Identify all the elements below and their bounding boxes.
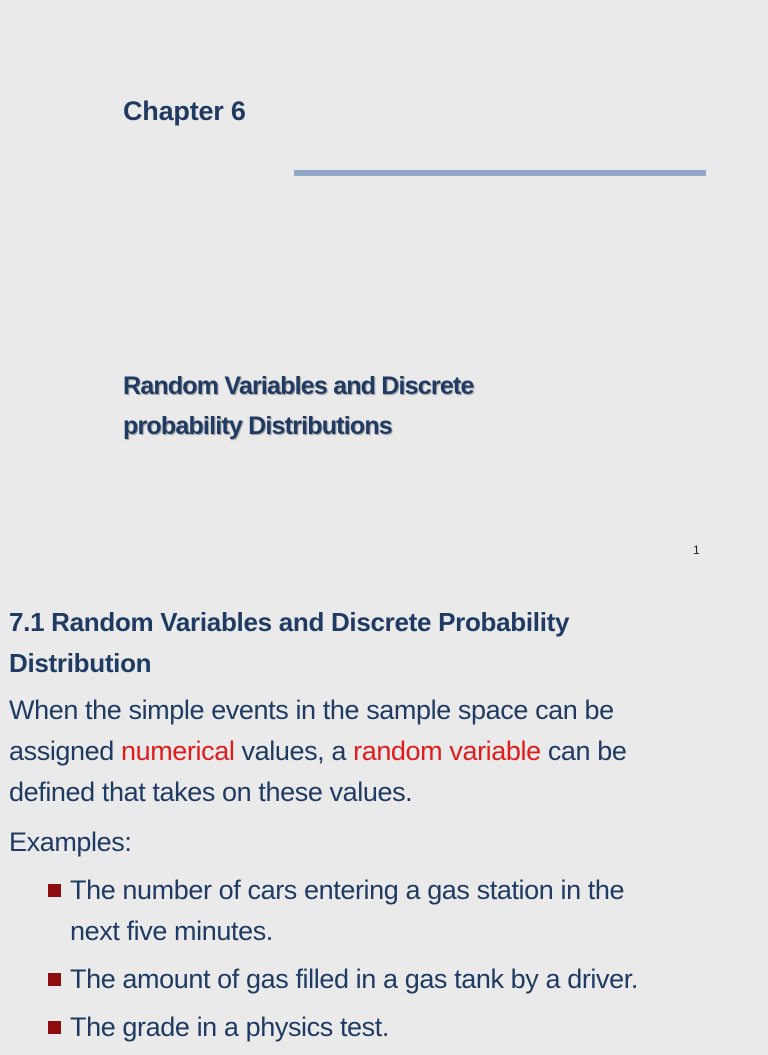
body-line: defined that takes on these values. [9, 777, 413, 807]
chapter-title: Chapter 6 [123, 96, 246, 126]
heading-line: 7.1 Random Variables and Discrete Probability [9, 607, 570, 637]
square-bullet-icon [48, 973, 61, 986]
examples-list [46, 870, 766, 1055]
examples-label: Examples: [9, 827, 132, 857]
section-heading [9, 602, 759, 684]
body-text: assigned [9, 736, 121, 766]
list-item-text: next five minutes. [70, 916, 273, 946]
square-bullet-icon [48, 884, 61, 897]
highlight-numerical: numerical [120, 736, 235, 766]
heading-line: Distribution [9, 648, 152, 678]
body-text: can be [540, 736, 627, 766]
list-item-text: The amount of gas filled in a gas tank by a driver. [70, 964, 638, 994]
slide-subtitle [123, 366, 683, 446]
list-item [46, 1007, 766, 1048]
highlight-random-variable: random variable [353, 736, 541, 766]
body-paragraph [9, 690, 764, 813]
title-divider [294, 170, 706, 176]
list-item [46, 870, 766, 952]
list-item [46, 959, 766, 1000]
body-text: values, a [234, 736, 354, 766]
list-item-text: The number of cars entering a gas station in the [70, 875, 625, 905]
body-line: When the simple events in the sample space can be [9, 695, 614, 725]
subtitle-line: Random Variables and Discrete [123, 372, 474, 400]
subtitle-line: probability Distributions [123, 412, 392, 440]
list-item-text: The grade in a physics test. [70, 1012, 389, 1042]
content-slide [0, 572, 768, 1042]
body-line [9, 731, 764, 772]
page-number: 1 [693, 543, 700, 557]
square-bullet-icon [48, 1021, 61, 1034]
